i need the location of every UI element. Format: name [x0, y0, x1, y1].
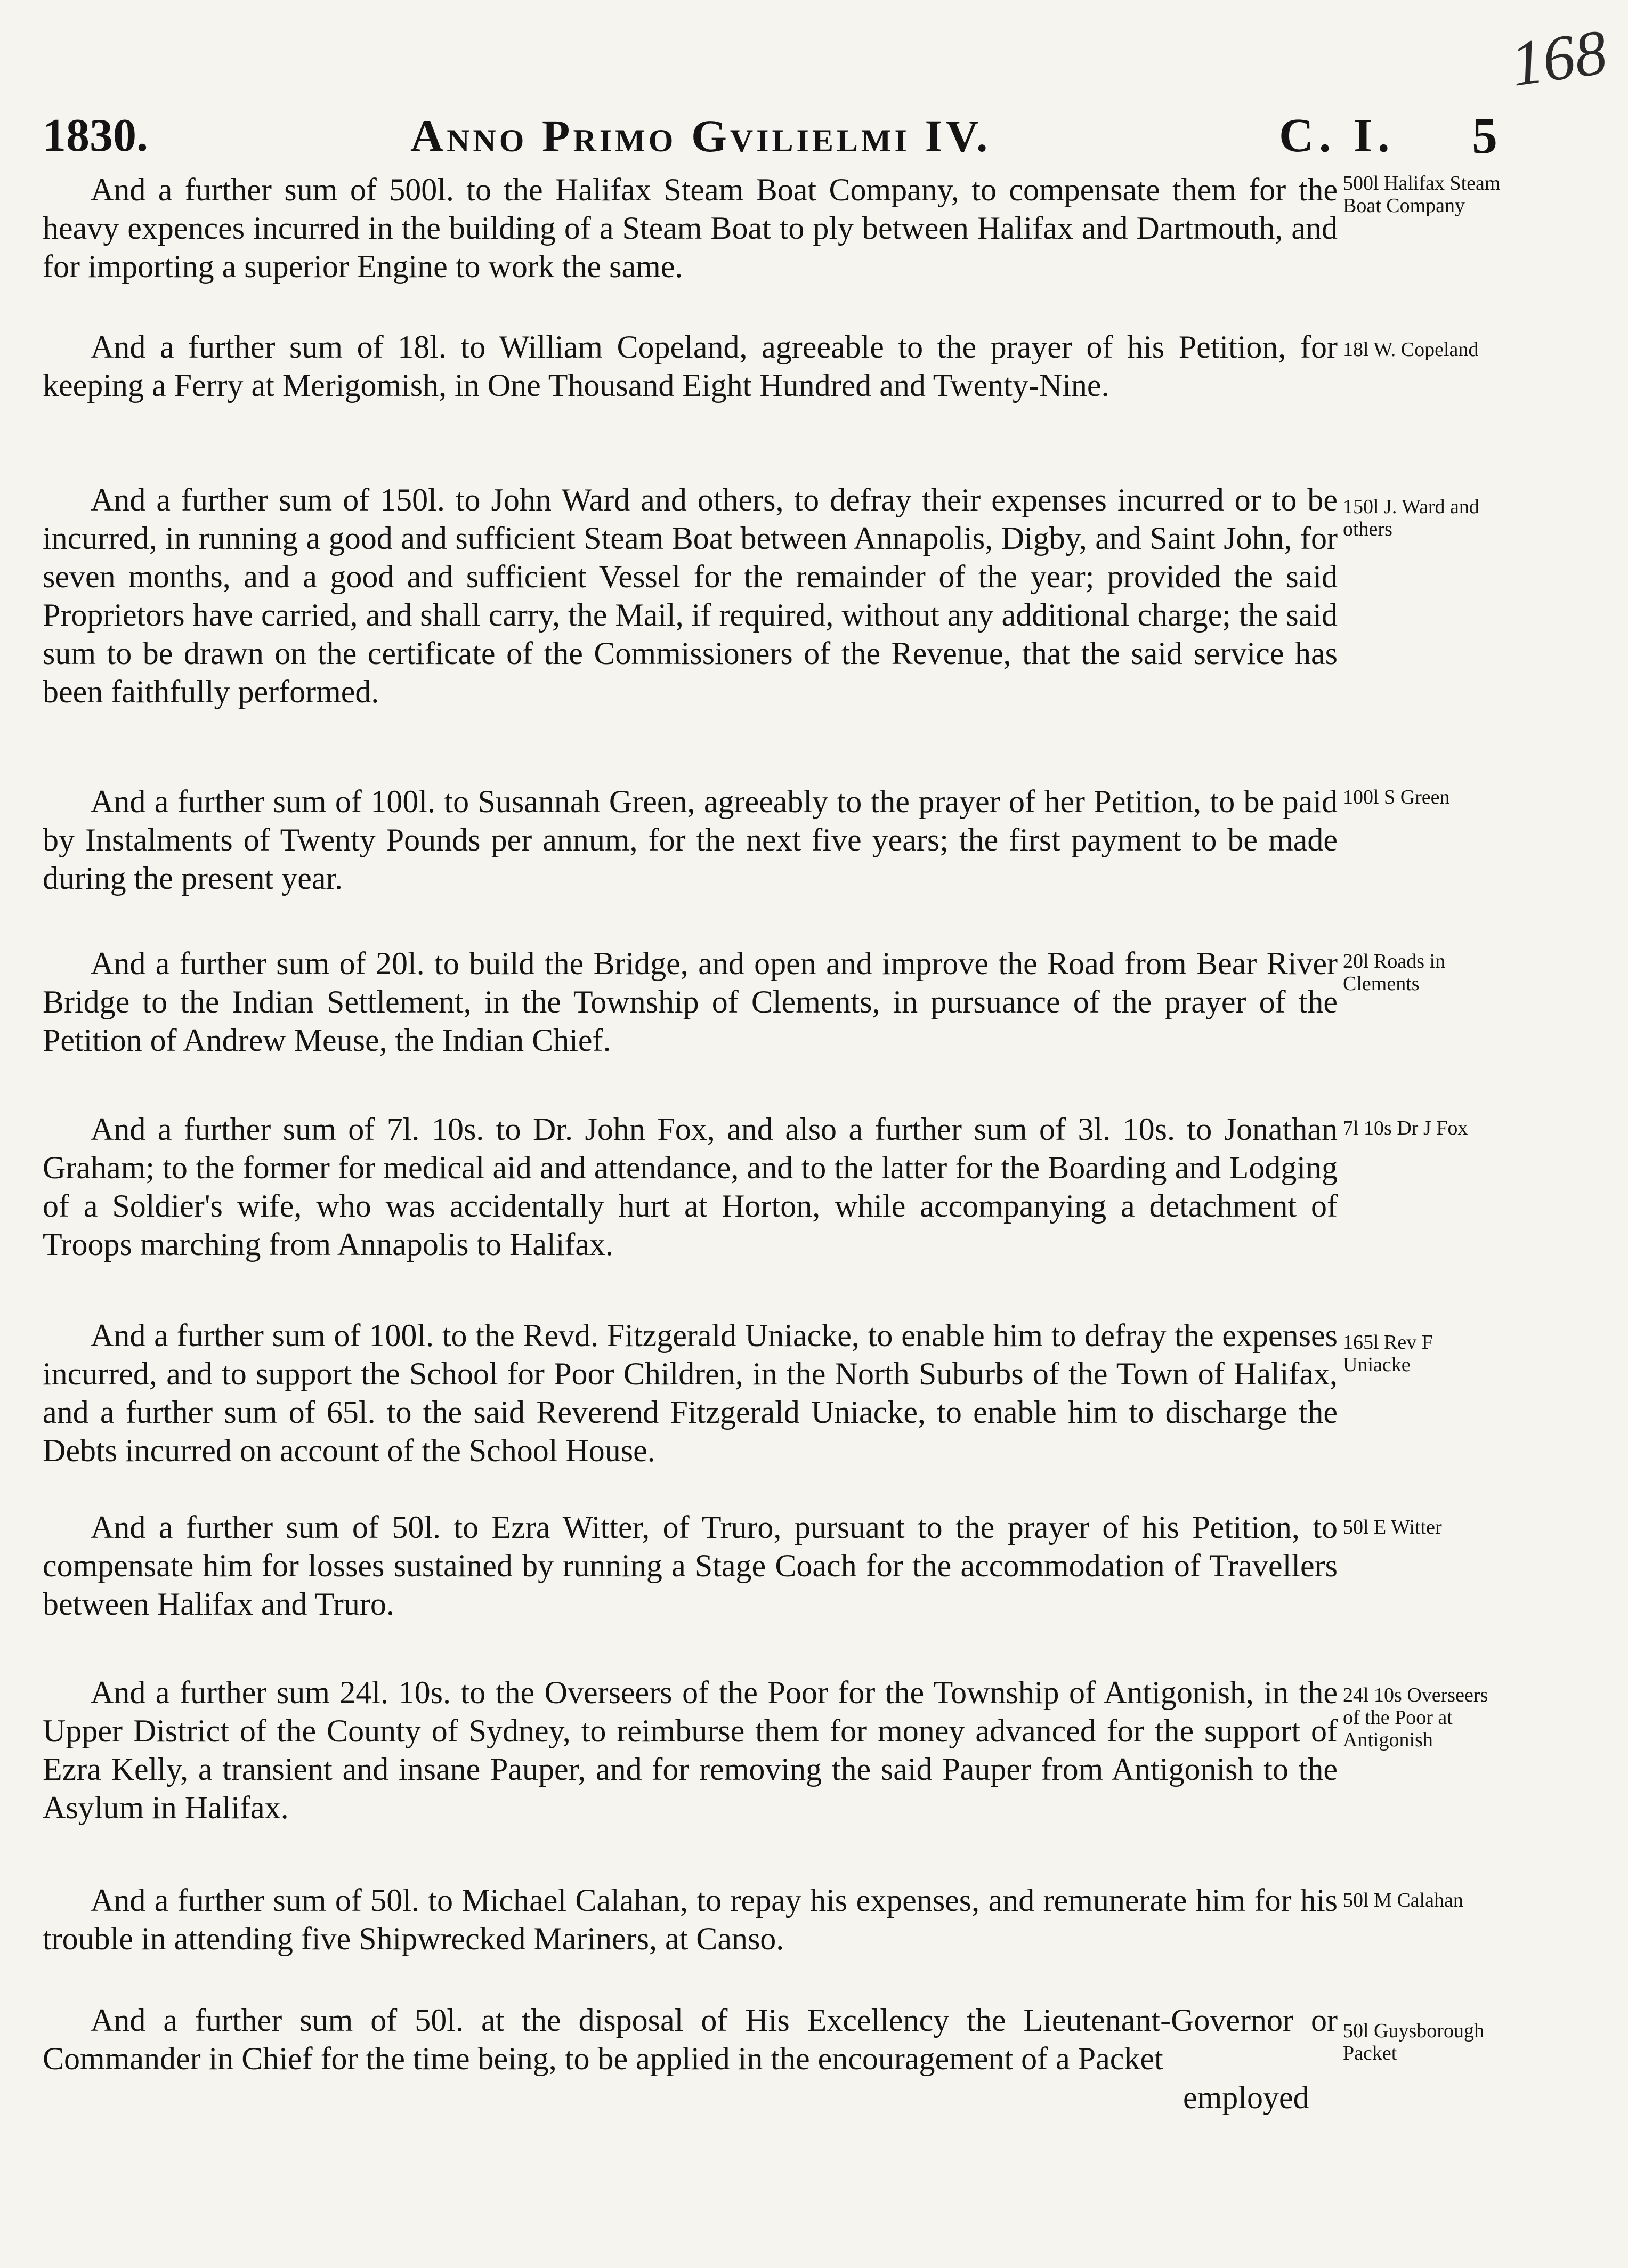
entry-text: And a further sum of 18l. to William Copeland, agreeable to the prayer of his Petition, for keeping a Ferry at Merigomish, in One Thousand Eight Hundred and Twenty-Nine.: [43, 329, 1338, 403]
margin-note: 500l Halifax Steam Boat Company: [1343, 172, 1501, 217]
handwritten-folio-number: 168: [1506, 16, 1611, 100]
entry-ezra-witter: [43, 1508, 1338, 1623]
entry-text: And a further sum of 50l. to Michael Calahan, to repay his expenses, and remunerate him for his trouble in attending five Shipwrecked Mariners, at Canso.: [43, 1883, 1338, 1956]
entry-text: And a further sum of 50l. at the disposal of His Excellency the Lieutenant-Governor or Commander in Chief for the time being, to be applied in the encouragement of a Packet: [43, 2003, 1338, 2076]
entry-text: And a further sum of 20l. to build the Bridge, and open and improve the Road from Bear River Bridge to the Indian Settlement, in the Township of Clements, in pursuance of the prayer of the Petition of Andrew Meuse, the Indian Chief.: [43, 946, 1338, 1058]
entry-text: And a further sum 24l. 10s. to the Overseers of the Poor for the Township of Antigonish, in the Upper District of the County of Sydney, to reimburse them for money advanced for the support of Ezra Kelly, a transient and insane Pauper, and for removing the said Pauper from Antigonish to the Asylum in Halifax.: [43, 1675, 1338, 1825]
header-chapter: C. I.: [1279, 109, 1395, 162]
entry-uniacke: [43, 1316, 1338, 1470]
margin-note: 18l W. Copeland: [1343, 338, 1479, 361]
margin-note: 20l Roads in Clements: [1343, 950, 1446, 995]
margin-note: 50l Guysborough Packet: [1343, 2020, 1484, 2064]
catchword: employed: [1183, 2080, 1309, 2115]
margin-note: 50l E Witter: [1343, 1516, 1442, 1538]
entry-packet: [43, 2001, 1338, 2078]
header-title: Anno Primo Gvilielmi IV.: [410, 110, 991, 161]
entry-dr-fox: [43, 1110, 1338, 1263]
entry-clements-road: [43, 944, 1338, 1059]
entry-halifax-steam-boat: [43, 171, 1338, 286]
running-header: [43, 99, 1497, 173]
entry-susannah-green: [43, 782, 1338, 897]
entry-text: And a further sum of 7l. 10s. to Dr. John Fox, and also a further sum of 3l. 10s. to Jonathan Graham; to the former for medical aid and attendance, and to the latter for the Boarding and Lodging of a Soldier's wife, who was accidentally hurt at Horton, while accompanying a detachment of Troops marching from Annapolis to Halifax.: [43, 1112, 1338, 1262]
entry-text: And a further sum of 100l. to Susannah Green, agreeably to the prayer of her Petition, to be paid by Instalments of Twenty Pounds per annum, for the next five years; the first payment to be made during the present year.: [43, 784, 1338, 896]
margin-note: 165l Rev F Uniacke: [1343, 1331, 1433, 1376]
entry-text: And a further sum of 100l. to the Revd. Fitzgerald Uniacke, to enable him to defray the expenses incurred, and to support the School for Poor Children, in the North Suburbs of the Town of Halifax, and a further sum of 65l. to the said Reverend Fitzgerald Uniacke, to enable him to discharge the Debts incurred on account of the School House.: [43, 1318, 1338, 1468]
entry-john-ward: [43, 481, 1338, 711]
header-year: 1830.: [43, 110, 148, 161]
entry-text: And a further sum of 500l. to the Halifax Steam Boat Company, to compensate them for the heavy expences incurred in the building of a Steam Boat to ply between Halifax and Dartmouth, and for importing a superior Engine to work the same.: [43, 172, 1338, 284]
margin-note: 100l S Green: [1343, 786, 1450, 808]
entry-antigonish-overseers: [43, 1673, 1338, 1827]
margin-note: 24l 10s Overseers of the Poor at Antigonish: [1343, 1684, 1488, 1751]
margin-note: 7l 10s Dr J Fox: [1343, 1117, 1468, 1139]
margin-note: 50l M Calahan: [1343, 1889, 1463, 1911]
entry-calahan: [43, 1881, 1338, 1958]
entry-text: And a further sum of 50l. to Ezra Witter, of Truro, pursuant to the prayer of his Petition, to compensate him for losses sustained by running a Stage Coach for the accommodation of Travellers between Halifax and Truro.: [43, 1510, 1338, 1622]
entry-text: And a further sum of 150l. to John Ward and others, to defray their expenses incurred or to be incurred, in running a good and sufficient Steam Boat between Annapolis, Digby, and Saint John, for seven months, and a good and sufficient Vessel for the remainder of the year; provided the said Proprietors have carried, and shall carry, the Mail, if required, without any additional charge; the said sum to be drawn on the certificate of the Commissioners of the Revenue, that the said service has been faithfully performed.: [43, 482, 1338, 709]
header-page-number: 5: [1472, 107, 1497, 164]
margin-note: 150l J. Ward and others: [1343, 496, 1479, 540]
entry-copeland: [43, 328, 1338, 404]
